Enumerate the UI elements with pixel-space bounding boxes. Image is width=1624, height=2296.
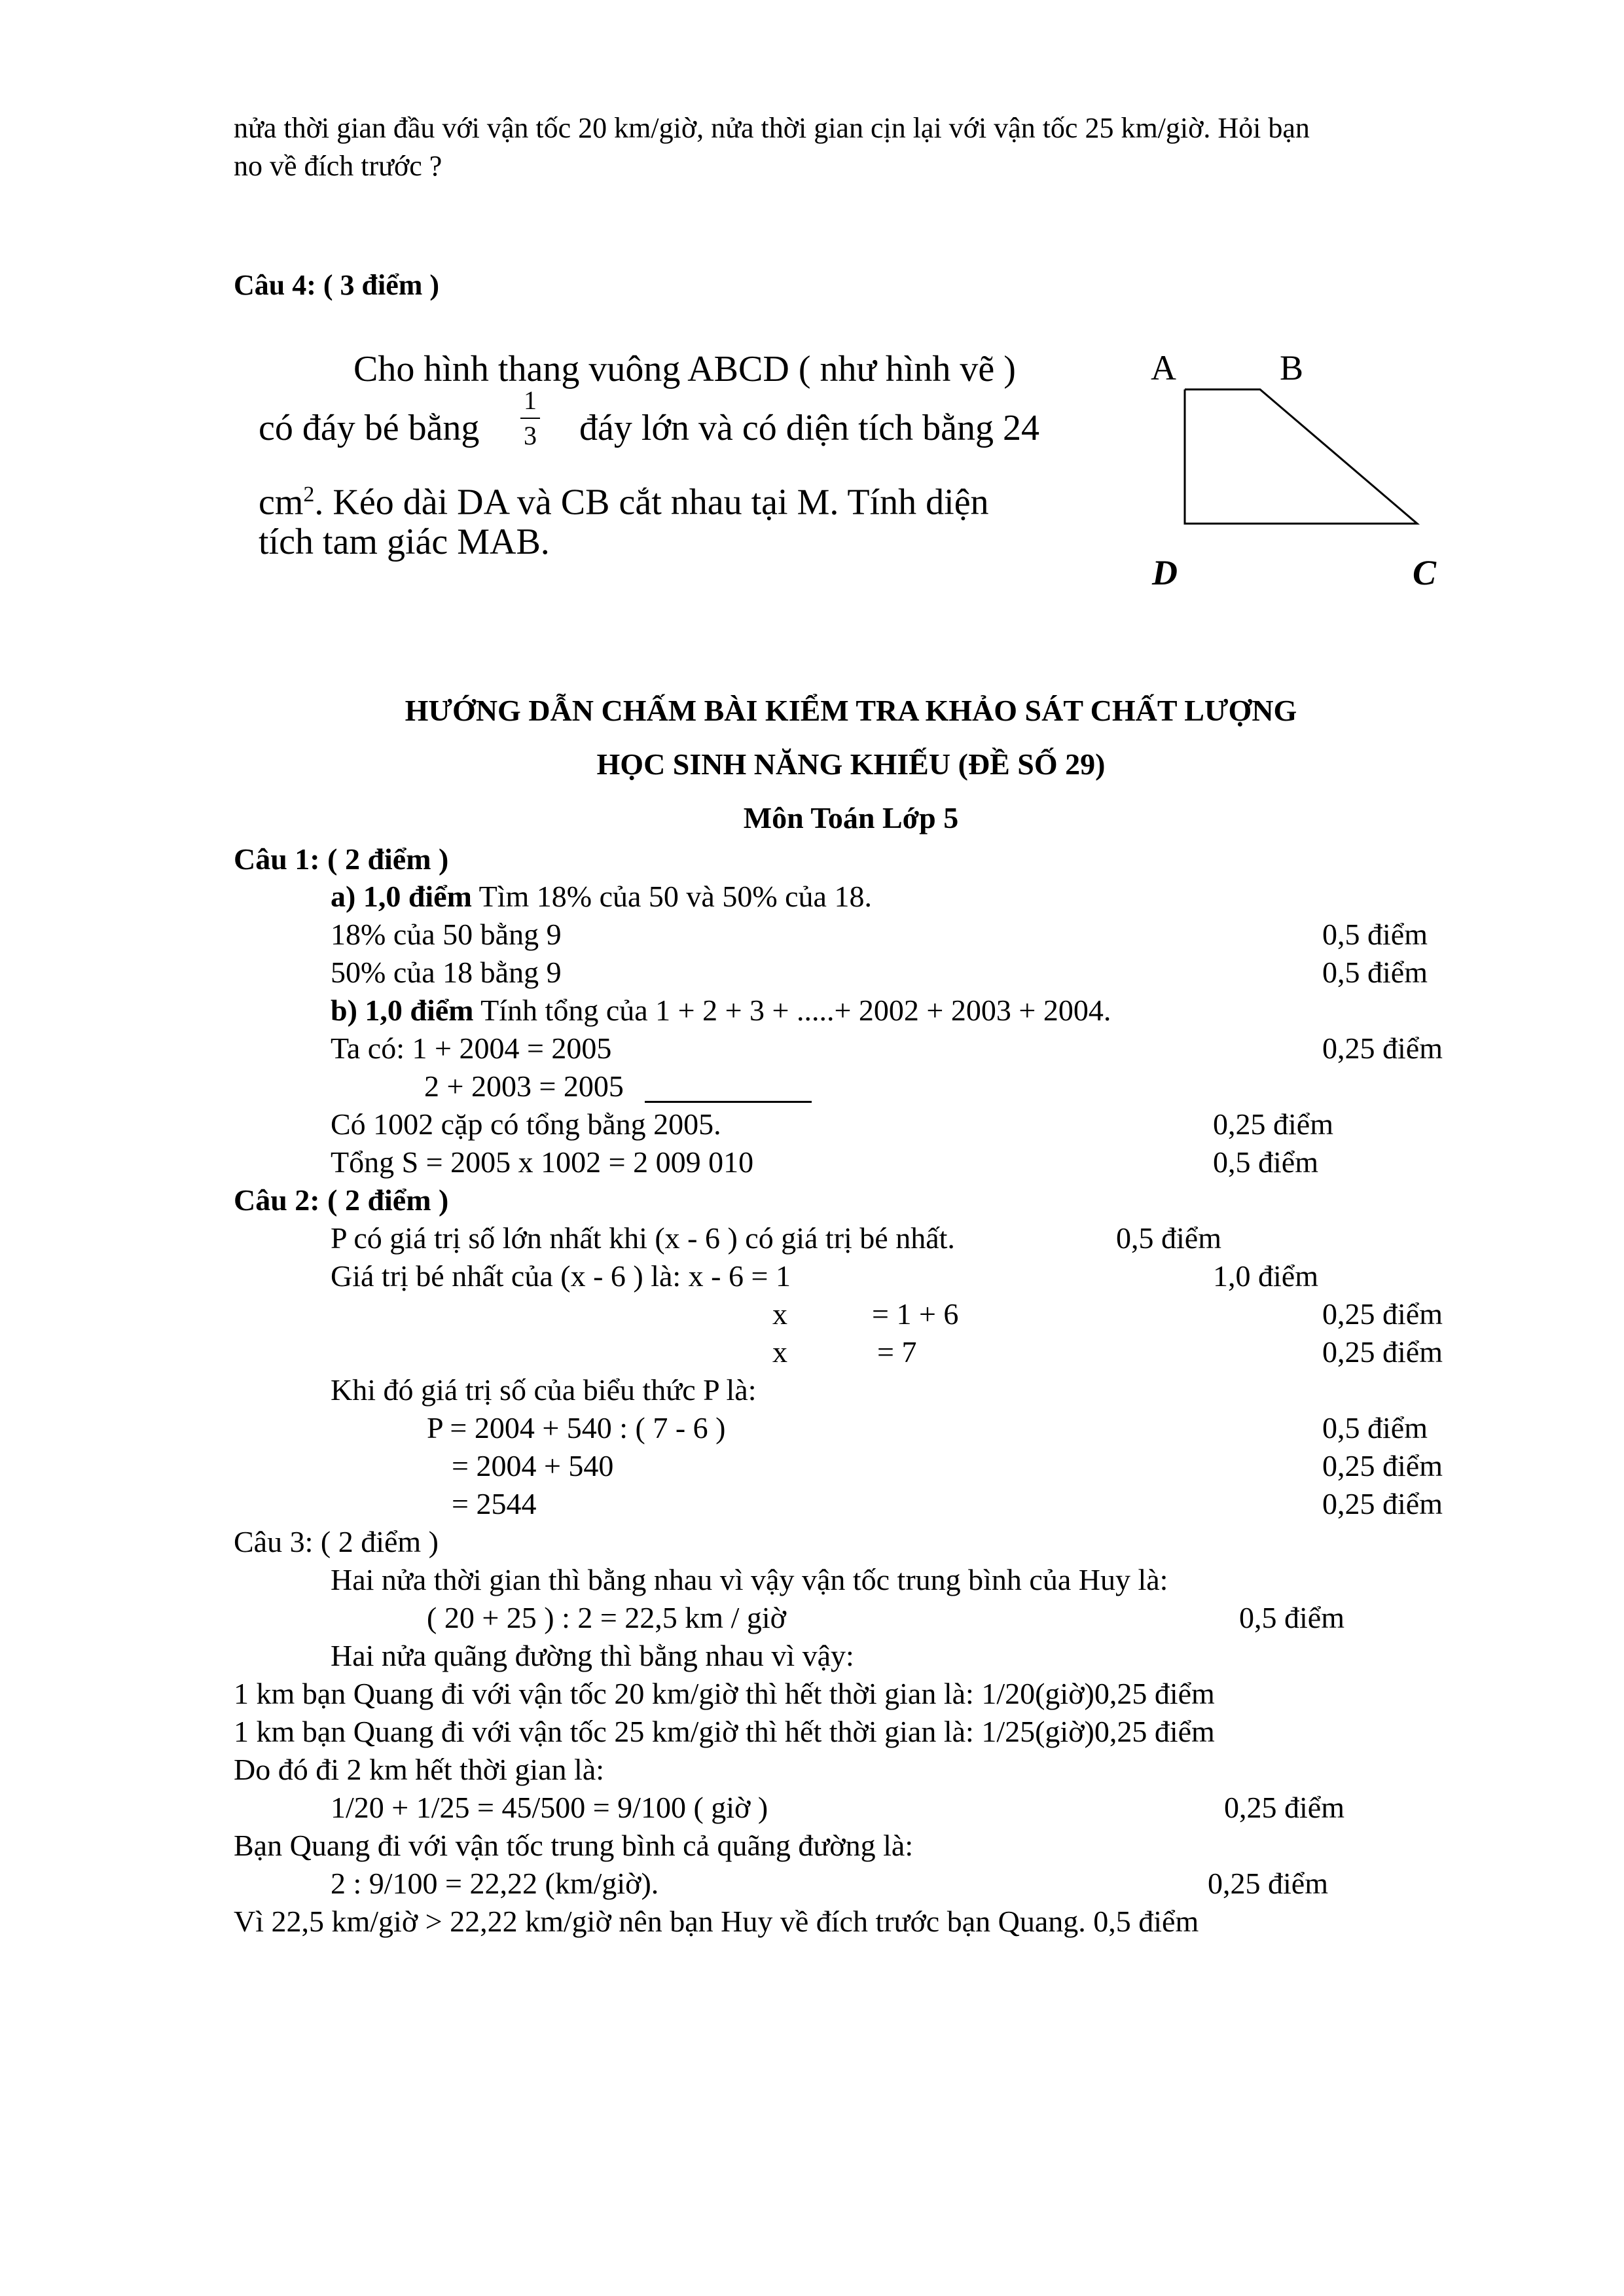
cau2-heading: Câu 2: ( 2 điểm ): [234, 1183, 449, 1217]
cau3-line-3: Hai nửa quãng đường thì bằng nhau vì vậy:: [331, 1639, 854, 1672]
cau4-text-line-3: [259, 474, 989, 524]
label-c: C: [1413, 553, 1437, 592]
cau4-heading: Câu 4: ( 3 điểm ): [234, 269, 440, 301]
cau3-line-1: Hai nửa thời gian thì bằng nhau vì vậy vận tốc trung bình của Huy là:: [331, 1563, 1168, 1596]
intro-line-1: nửa thời gian đầu với vận tốc 20 km/giờ, nửa thời gian cịn lại với vận tốc 25 km/giờ. Hỏi bạn: [234, 112, 1310, 144]
cau2-line-2: Giá trị bé nhất của (x - 6 ) là: x - 6 = 1: [331, 1259, 791, 1293]
cau4-text-line-4: tích tam giác MAB.: [259, 522, 550, 562]
cau4-text-line-2a: có đáy bé bằng: [259, 408, 480, 448]
cau1-a1-points: 0,5 điểm: [1322, 918, 1428, 951]
cau3-l2-points: 0,5 điểm: [1239, 1601, 1344, 1634]
cau1-part-a: [331, 878, 872, 915]
cau3-line-10: Vì 22,5 km/giờ > 22,22 km/giờ nên bạn Huy về đích trước bạn Quang. 0,5 điểm: [234, 1905, 1199, 1938]
cau2-line-5: Khi đó giá trị số của biểu thức P là:: [331, 1373, 757, 1407]
label-d: D: [1152, 553, 1178, 592]
cau4-text-line-2b: đáy lớn và có diện tích bằng 24: [579, 408, 1039, 448]
fraction-denominator: 3: [524, 421, 537, 450]
cau1-part-b: [331, 992, 1111, 1029]
cau2-line-8: = 2544: [452, 1487, 537, 1520]
cau1-b3-points: 0,25 điểm: [1213, 1107, 1333, 1141]
cau1-a-line-1: 18% của 50 bằng 9: [331, 918, 562, 951]
cau1-a-text: Tìm 18% của 50 và 50% của 18.: [471, 880, 872, 913]
cau2-line-4-var: x: [772, 1335, 787, 1369]
cau2-l1-points: 0,5 điểm: [1116, 1221, 1221, 1255]
cau4-text-line-1: Cho hình thang vuông ABCD ( như hình vẽ ): [353, 349, 1016, 389]
cau4-text-line-3-rest: . Kéo dài DA và CB cắt nhau tại M. Tính diện: [314, 482, 989, 523]
cau3-line-7: 1/20 + 1/25 = 45/500 = 9/100 ( giờ ): [331, 1791, 768, 1824]
cau3-line-6: Do đó đi 2 km hết thời gian là:: [234, 1753, 605, 1786]
fraction-bar: [520, 418, 540, 419]
cau2-l7-points: 0,25 điểm: [1322, 1449, 1443, 1482]
cau1-heading: Câu 1: ( 2 điểm ): [234, 842, 449, 876]
trapezoid-figure: [1139, 340, 1453, 602]
unit-exponent: 2: [303, 482, 315, 507]
cau1-b-line-4: Tổng S = 2005 x 1002 = 2 009 010: [331, 1145, 754, 1179]
cau2-line-6: P = 2004 + 540 : ( 7 - 6 ): [427, 1411, 726, 1444]
cau2-l8-points: 0,25 điểm: [1322, 1487, 1443, 1520]
unit-cm: cm: [259, 482, 304, 523]
cau3-line-2: ( 20 + 25 ) : 2 = 22,5 km / giờ: [427, 1601, 786, 1634]
cau2-line-3-expr: = 1 + 6: [872, 1297, 959, 1331]
cau2-l3-points: 0,25 điểm: [1322, 1297, 1443, 1331]
cau3-l9-points: 0,25 điểm: [1208, 1867, 1328, 1900]
cau2-l6-points: 0,5 điểm: [1322, 1411, 1428, 1444]
cau1-b-line-3: Có 1002 cặp có tổng bằng 2005.: [331, 1107, 721, 1141]
fraction-one-third: [517, 386, 543, 450]
guide-title-1: HƯỚNG DẪN CHẤM BÀI KIỂM TRA KHẢO SÁT CHẤT LƯỢNG: [405, 694, 1297, 727]
cau1-b4-points: 0,5 điểm: [1213, 1145, 1318, 1179]
cau1-a2-points: 0,5 điểm: [1322, 956, 1428, 989]
cau3-line-9: 2 : 9/100 = 22,22 (km/giờ).: [331, 1867, 659, 1900]
cau2-line-3-var: x: [772, 1297, 787, 1331]
fraction-numerator: 1: [524, 386, 537, 415]
guide-title-2: HỌC SINH NĂNG KHIẾU (ĐỀ SỐ 29): [596, 747, 1106, 781]
cau1-b-line-2: 2 + 2003 = 2005: [424, 1069, 624, 1103]
cau1-b-text: Tính tổng của 1 + 2 + 3 + .....+ 2002 + 2003 + 2004.: [473, 994, 1111, 1027]
label-a: A: [1151, 348, 1176, 387]
cau2-line-1: P có giá trị số lớn nhất khi (x - 6 ) có giá trị bé nhất.: [331, 1221, 955, 1255]
cau2-l2-points: 1,0 điểm: [1213, 1259, 1318, 1293]
guide-subject: Môn Toán Lớp 5: [743, 801, 959, 834]
cau2-line-7: = 2004 + 540: [452, 1449, 614, 1482]
cau2-l4-points: 0,25 điểm: [1322, 1335, 1443, 1369]
cau1-b-label: b) 1,0 điểm: [331, 994, 474, 1027]
intro-line-2: no về đích trước ?: [234, 150, 442, 182]
cau3-heading: Câu 3: ( 2 điểm ): [234, 1525, 439, 1558]
cau3-l7-points: 0,25 điểm: [1224, 1791, 1344, 1824]
cau3-line-5: 1 km bạn Quang đi với vận tốc 25 km/giờ thì hết thời gian là: 1/25(giờ)0,25 điểm: [234, 1715, 1215, 1748]
cau1-a-label: a) 1,0 điểm: [331, 880, 472, 913]
cau3-line-4: 1 km bạn Quang đi với vận tốc 20 km/giờ thì hết thời gian là: 1/20(giờ)0,25 điểm: [234, 1677, 1215, 1710]
trapezoid-abcd: [1185, 389, 1417, 524]
label-b: B: [1280, 348, 1304, 387]
underline-rule: [645, 1101, 812, 1103]
cau1-a-line-2: 50% của 18 bằng 9: [331, 956, 562, 989]
cau1-b1-points: 0,25 điểm: [1322, 1031, 1443, 1065]
cau2-line-4-expr: = 7: [877, 1335, 917, 1369]
cau1-b-line-1: Ta có: 1 + 2004 = 2005: [331, 1031, 612, 1065]
cau3-line-8: Bạn Quang đi với vận tốc trung bình cả quãng đường là:: [234, 1829, 914, 1862]
